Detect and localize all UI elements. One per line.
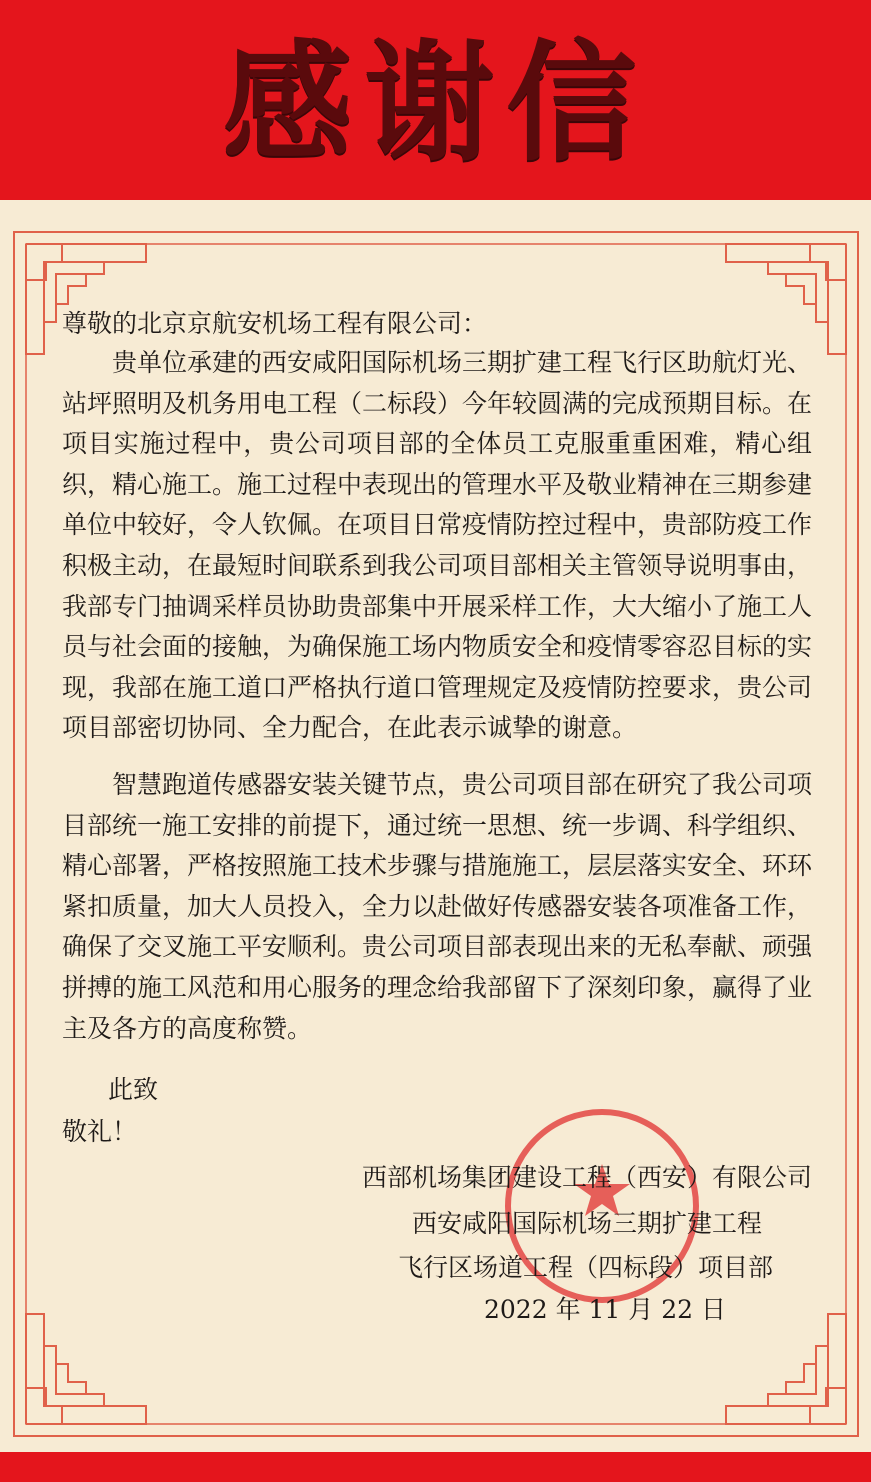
signature-org-line-2: 西安咸阳国际机场三期扩建工程 (412, 1209, 763, 1238)
letter-paper (0, 200, 871, 1452)
salutation: 尊敬的北京京航安机场工程有限公司： (62, 309, 488, 338)
body-paragraph-1: 贵单位承建的西安咸阳国际机场三期扩建工程飞行区助航灯光、站坪照明及机务用电工程（二标段）今年较圆满的完成预期目标。在项目实施过程中，贵公司项目部的全体员工克服重重困难，精心组织，精心施工。施工过程中表现出的管理水平及敬业精神在三期参建单位中较好，令人钦佩。在项目日常疫情防控过程中，贵部防疫工作积极主动，在最短时间联系到我公司项目部相关主管领导说明事由，我部专门抽调采样员协助贵部集中开展采样工作，大大缩小了施工人员与社会面的接触，为确保施工场内物质安全和疫情零容忍目标的实现，我部在施工道口严格执行道口管理规定及疫情防控要求，贵公司项目部密切协同、全力配合，在此表示诚挚的谢意。 (62, 348, 813, 743)
signature-date: 2022 年 11 月 22 日 (484, 1295, 726, 1324)
footer-band (0, 1452, 871, 1482)
signature-org-line-1: 西部机场集团建设工程（西安）有限公司 (362, 1163, 813, 1192)
closing-line-1: 此致 (108, 1075, 159, 1104)
letter-title: 感谢信 (222, 26, 649, 179)
closing-line-2: 敬礼！ (62, 1117, 138, 1146)
signature-org-line-3: 飞行区场道工程（四标段）项目部 (398, 1253, 774, 1282)
header-band (0, 0, 871, 200)
body-paragraph-2: 智慧跑道传感器安装关键节点，贵公司项目部在研究了我公司项目部统一施工安排的前提下，通过统一思想、统一步调、科学组织、精心部署，严格按照施工技术步骤与措施施工，层层落实安全、环环紧扣质量，加大人员投入，全力以赴做好传感器安装各项准备工作，确保了交叉施工平安顺利。贵公司项目部表现出来的无私奉献、顽强拼搏的施工风范和用心服务的理念给我部留下了深刻印象，赢得了业主及各方的高度称赞。 (62, 770, 813, 1043)
